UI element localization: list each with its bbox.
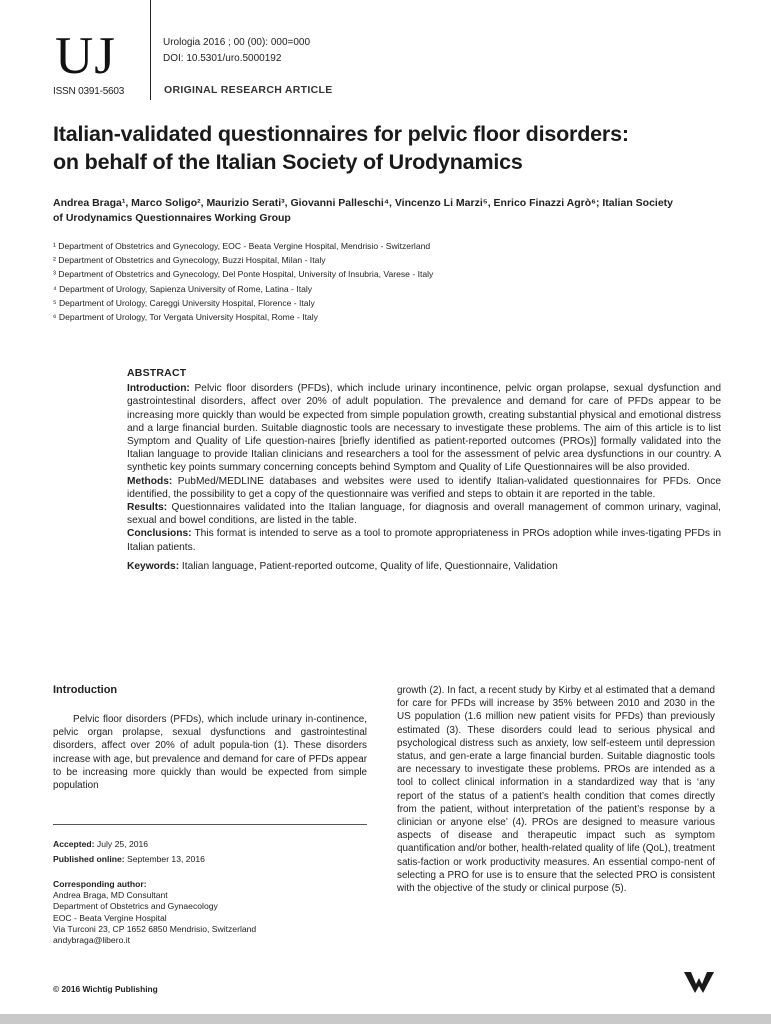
keywords-label: Keywords: (127, 560, 180, 572)
authors-line-2: of Urodynamics Questionnaires Working Group (53, 212, 291, 224)
doi: DOI: 10.5301/uro.5000192 (163, 53, 282, 64)
article-title (53, 120, 753, 176)
copyright: © 2016 Wichtig Publishing (53, 984, 158, 994)
body-column-right: growth (2). In fact, a recent study by Kirby et al estimated that a demand for care for PFDs will increase by 35% between 2010 and 2030 in the US population (1.6 million new patient visits for PFDs) than previously estimated (3). These disorders could lead to serious physical and psychological distress such as anxiety, low self-esteem until depression status, and gen-erate a large financial burden. Suitable diagnostic tools are necessary to investigate these problems. PROs are intended as a tool to collect clinical information in a standardized way that is ‘any report of the status of a patient’s health condition that comes directly from the patient, without interpretation of the patient’s response by a clinician or anyone else’ (4). PROs are designed to measure various aspects of disease and therapeutic impact such as symptom quantification and/or bother, health-related quality of life (QoL), treatment satis-faction or work productivity measures. An essential compo-nent of selecting a PRO for use is to ensure that the selected PRO is consistent with the objective of the study or clinical purpose (5). (397, 685, 715, 895)
abstract-conclusions-text: This format is intended to serve as a tool to promote appropriateness in PROs adoption while inves-tigating PFDs in Italian patients. (127, 528, 721, 553)
affiliation-3: ³ Department of Obstetrics and Gynecology, Del Ponte Hospital, University of Insubria, Varese - Italy (53, 269, 434, 280)
corresponding-author-address: Via Turconi 23, CP 1652 6850 Mendrisio, Switzerland (53, 923, 257, 934)
abstract-intro-label: Introduction: (127, 383, 190, 395)
affiliation-6: ⁶ Department of Urology, Tor Vergata University Hospital, Rome - Italy (53, 312, 318, 323)
abstract-results-text: Questionnaires validated into the Italian language, for diagnosis and overall management of common urinary, vaginal, sexual and bowel conditions, are listed in the table. (127, 502, 721, 527)
corresponding-author-hospital: EOC - Beata Vergine Hospital (53, 912, 167, 923)
introduction-heading: Introduction (53, 684, 118, 696)
bottom-bar (0, 1014, 771, 1024)
publisher-logo-icon (684, 969, 714, 995)
authors-line-1: Andrea Braga¹, Marco Soligo², Maurizio Serati³, Giovanni Palleschi⁴, Vincenzo Li Marzi⁵, Enrico Finazzi Agrò⁶; Italian Society (53, 197, 673, 209)
corresponding-author-name: Andrea Braga, MD Consultant (53, 890, 168, 901)
accepted-value: July 25, 2016 (94, 839, 149, 849)
published-label: Published online: (53, 854, 125, 864)
title-line-1: Italian-validated questionnaires for pelvic floor disorders: (53, 122, 629, 146)
affiliation-5: ⁵ Department of Urology, Careggi University Hospital, Florence - Italy (53, 297, 315, 308)
keywords-text: Italian language, Patient-reported outcome, Quality of life, Questionnaire, Validation (179, 560, 558, 572)
body-column-left: Pelvic floor disorders (PFDs), which include urinary in-continence, pelvic organ prolapse, sexual dysfunctions and gastrointestinal disorders, affect over 20% of adult popula-tion (1). These disorders increase with age, but prevalence and demand for care of PFDs appear to be increasing more quickly than would be expected from simple population (53, 714, 367, 792)
accepted-label: Accepted: (53, 839, 95, 849)
abstract-results (127, 501, 721, 527)
citation: Urologia 2016 ; 00 (00): 000=000 (163, 37, 311, 48)
abstract-keywords (127, 560, 721, 573)
abstract (127, 367, 721, 573)
affiliation-4: ⁴ Department of Urology, Sapienza University of Rome, Latina - Italy (53, 283, 313, 294)
abstract-methods (127, 475, 721, 501)
publication-dates (53, 837, 205, 867)
abstract-methods-label: Methods: (127, 475, 173, 487)
abstract-conclusions (127, 527, 721, 553)
affiliations (53, 239, 753, 324)
corresponding-author-label: Corresponding author: (53, 879, 147, 889)
header-divider (150, 0, 151, 100)
published-value: September 13, 2016 (124, 854, 205, 864)
footnote-divider (53, 824, 367, 825)
corresponding-author-email[interactable]: andybraga@libero.it (53, 935, 131, 946)
affiliation-1: ¹ Department of Obstetrics and Gynecology, EOC - Beata Vergine Hospital, Mendrisio - Switzerland (53, 241, 431, 251)
journal-logo: UJ (55, 27, 116, 85)
corresponding-author-dept: Department of Obstetrics and Gynaecology (53, 901, 218, 912)
issn: ISSN 0391-5603 (53, 86, 125, 97)
title-line-2: on behalf of the Italian Society of Urodynamics (53, 150, 523, 174)
abstract-introduction (127, 382, 721, 474)
abstract-methods-text: PubMed/MEDLINE databases and websites were used to identify Italian-validated questionnaires for PFDs. Once identified, the possibility to get a copy of the questionnaire was verified and steps to obtain it are reported in the table. (127, 475, 721, 500)
corresponding-author (53, 879, 256, 946)
author-list (53, 196, 743, 226)
abstract-conclusions-label: Conclusions: (127, 528, 192, 540)
affiliation-2: ² Department of Obstetrics and Gynecology, Buzzi Hospital, Milan - Italy (53, 255, 326, 266)
abstract-intro-text: Pelvic floor disorders (PFDs), which include urinary incontinence, pelvic organ prolapse, sexual dysfunction and gastrointestinal disorders, affect over 20% of adult population. The prevalence and demand for care of PFDs appear to be increasing more quickly than would be expected from simple population growth, creating substantial physical and emotional distress and a large financial burden. Suitable diagnostic tools are necessary to investigate these problems. The aim of this article is to list Symptom and Quality of Life question-naires [briefly identified as patient-reported outcomes (PROs)] formally validated into the Italian language to provide Italian clinicians and researchers a tool for the assessment of pelvic area dysfunctions in our country. A synthetic key points summary concerning concepts behind Symptom and Quality of Life Questionnaires will be also provided. (127, 383, 721, 474)
accepted-date (53, 837, 205, 852)
article-type: ORIGINAL RESEARCH ARTICLE (164, 84, 333, 96)
abstract-results-label: Results: (127, 502, 168, 514)
published-date (53, 852, 205, 867)
abstract-heading: ABSTRACT (127, 367, 187, 379)
